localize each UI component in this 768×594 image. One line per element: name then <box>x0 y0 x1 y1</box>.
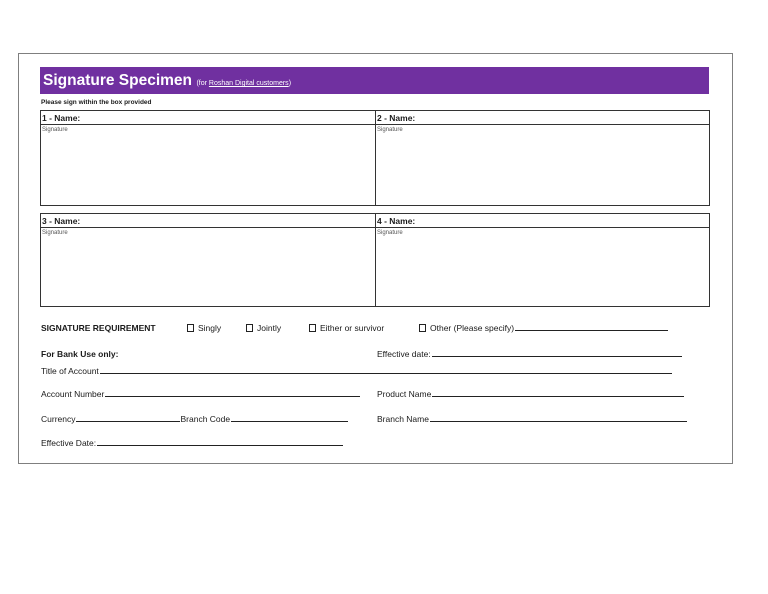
checkbox-other[interactable] <box>419 324 426 332</box>
bank-use-heading: For Bank Use only: <box>41 349 119 359</box>
signature-box-2-name: 2 - Name: <box>376 111 709 125</box>
effective-date-right-row: Effective date: <box>377 349 682 359</box>
option-either-or-survivor[interactable]: Either or survivor <box>309 323 384 333</box>
account-number-row: Account Number <box>41 389 360 399</box>
account-number-field[interactable] <box>105 395 360 397</box>
sign-instruction: Please sign within the box provided <box>41 99 152 106</box>
signature-box-2[interactable] <box>376 111 709 205</box>
signature-box-3[interactable] <box>41 214 375 306</box>
form-title: Signature Specimen <box>43 72 193 89</box>
currency-field[interactable] <box>76 420 180 422</box>
option-other[interactable]: Other (Please specify) <box>419 323 668 333</box>
signature-box-3-name: 3 - Name: <box>41 214 375 228</box>
signature-label: Signature <box>377 230 403 236</box>
product-name-row: Product Name <box>377 389 684 399</box>
checkbox-either-or-survivor[interactable] <box>309 324 316 332</box>
signature-label: Signature <box>42 127 68 133</box>
branch-name-field[interactable] <box>430 420 687 422</box>
form-title-banner <box>40 67 709 94</box>
signature-box-1[interactable] <box>41 111 375 205</box>
signature-label: Signature <box>42 230 68 236</box>
title-of-account-row: Title of Account <box>41 366 672 376</box>
signature-label: Signature <box>377 127 403 133</box>
effective-date-left-field[interactable] <box>97 444 343 446</box>
form-subtitle: (for Roshan Digital customers) <box>196 80 292 87</box>
signature-box-1-name: 1 - Name: <box>41 111 375 125</box>
option-singly[interactable]: Singly <box>187 323 221 333</box>
branch-code-field[interactable] <box>231 420 348 422</box>
effective-date-left-row: Effective Date: <box>41 438 343 448</box>
effective-date-right-field[interactable] <box>432 355 682 357</box>
product-name-field[interactable] <box>432 395 684 397</box>
other-specify-field[interactable] <box>515 329 668 331</box>
branch-name-row: Branch Name <box>377 414 687 424</box>
signature-requirement-heading: SIGNATURE REQUIREMENT <box>41 323 156 333</box>
signature-table-top <box>40 110 710 206</box>
checkbox-singly[interactable] <box>187 324 194 332</box>
signature-box-4-name: 4 - Name: <box>376 214 709 228</box>
signature-box-4[interactable] <box>376 214 709 306</box>
option-jointly[interactable]: Jointly <box>246 323 281 333</box>
checkbox-jointly[interactable] <box>246 324 253 332</box>
currency-row: Currency Branch Code <box>41 414 348 424</box>
title-of-account-field[interactable] <box>100 372 672 374</box>
subtitle-link[interactable]: Roshan Digital customers <box>208 80 289 87</box>
signature-table-bottom <box>40 213 710 307</box>
